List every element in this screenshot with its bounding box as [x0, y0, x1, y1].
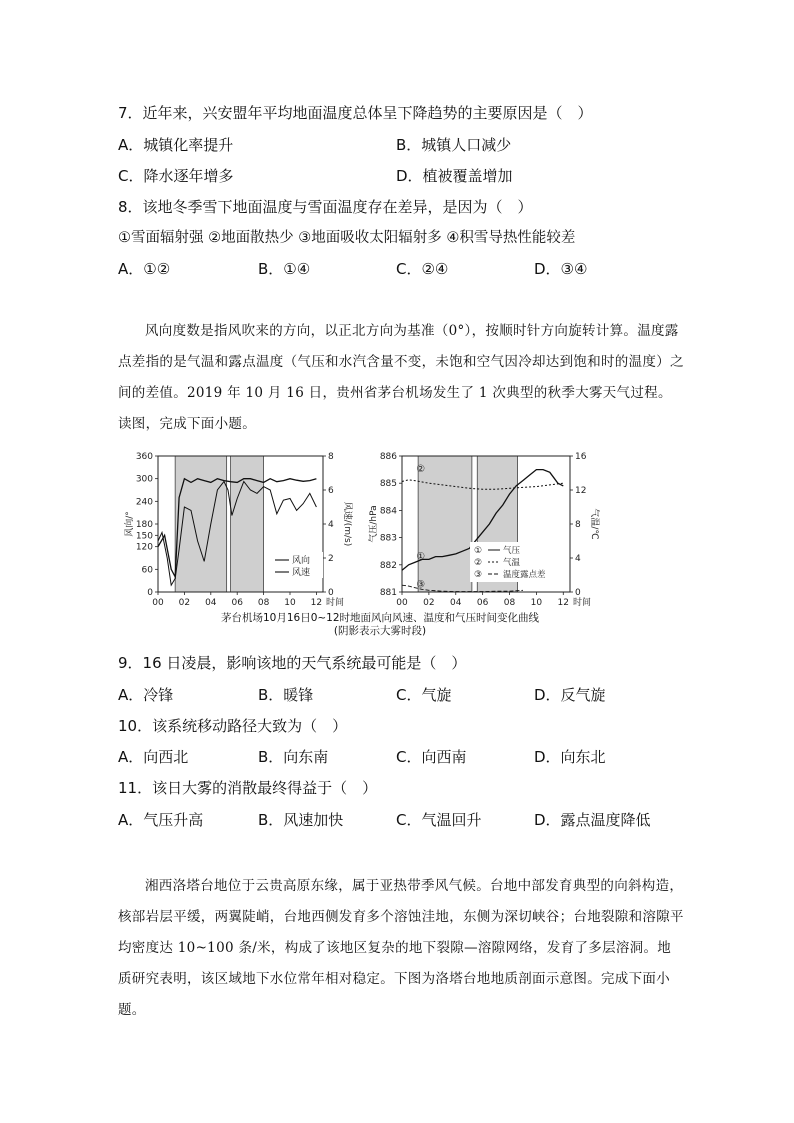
- left-fog-period-0: [175, 456, 226, 592]
- right-legend-marker: ①: [473, 546, 483, 556]
- q7-option-d: D．植被覆盖增加: [396, 167, 513, 185]
- right-x-tick-label: 08: [503, 598, 516, 608]
- q9-option-b: B．暖锋: [258, 686, 314, 704]
- right-left-tick-label: 886: [379, 452, 397, 462]
- q11-option-c: C．气温回升: [396, 811, 482, 829]
- q8-option-a: A．①②: [118, 260, 171, 278]
- right-curve-marker: ③: [416, 579, 426, 591]
- left-x-tick-label: 00: [152, 598, 164, 608]
- right-legend-label: 温度露点差: [503, 570, 546, 580]
- q11-stem: 11．该日大雾的消散最终得益于（ ）: [118, 779, 378, 797]
- passage-luota-plateau: 湘西洛塔台地位于云贵高原东缘，属于亚热带季风气候。台地中部发育典型的向斜构造，核部岩层平缓，两翼陡峭，台地西侧发育多个溶蚀洼地，东侧为深切峡谷；台地裂隙和溶隙平均密度达 10~100 条/米，构成了该地区复杂的地下裂隙—溶隙网络，发育了多层溶洞。地质研究表明，该区域地下水位常年相对稳定。下图为洛塔台地地质剖面示意图。完成下面小题。: [118, 878, 684, 1018]
- q11-option-d: D．露点温度降低: [534, 811, 651, 829]
- q10-option-a: A．向西北: [118, 748, 189, 766]
- q10-stem: 10．该系统移动路径大致为（ ）: [118, 717, 348, 735]
- right-left-tick-label: 881: [379, 588, 397, 598]
- right-legend-marker: ③: [473, 570, 483, 580]
- right-x-tick-label: 10: [530, 598, 543, 608]
- left-fog-period-1: [231, 456, 264, 592]
- right-right-tick-label: 4: [575, 554, 581, 564]
- left-right-axis-label: 风速/(m/s): [342, 501, 352, 547]
- right-right-tick-label: 12: [575, 486, 587, 496]
- right-curve-marker: ②: [416, 463, 426, 475]
- right-left-axis-label: 气压/hPa: [369, 505, 379, 543]
- right-x-axis-label: 时间: [572, 598, 592, 608]
- left-left-tick-label: 120: [135, 542, 153, 553]
- q11-option-b: B．风速加快: [258, 811, 344, 829]
- right-right-tick-label: 0: [575, 588, 581, 598]
- left-x-tick-label: 10: [284, 598, 296, 608]
- right-left-tick-label: 885: [379, 479, 397, 490]
- q7-stem: 7．近年来，兴安盟年平均地面温度总体呈下降趋势的主要原因是（ ）: [118, 104, 593, 122]
- left-left-axis-label: 风向/°: [125, 511, 135, 537]
- q8-option-c: C．②④: [396, 260, 449, 278]
- right-curve-marker: ①: [416, 551, 426, 563]
- q9-stem: 9．16 日凌晨，影响该地的天气系统最可能是（ ）: [118, 654, 467, 672]
- left-left-tick-label: 360: [135, 452, 153, 462]
- left-right-tick-label: 6: [328, 486, 334, 496]
- q9-option-d: D．反气旋: [534, 686, 606, 704]
- q8-stem: 8．该地冬季雪下地面温度与雪面温度存在差异，是因为（ ）: [118, 198, 533, 216]
- right-right-axis-label: 气温/℃: [589, 508, 599, 540]
- figure-caption: 茅台机场10月16日0~12时地面风向风速、温度和气压时间变化曲线: [220, 612, 540, 624]
- passage-wind-fog: 风向度数是指风吹来的方向，以正北方向为基准（0°），按顺时针方向旋转计算。温度露点差指的是气温和露点温度（气压和水汽含量不变，未饱和空气因冷却达到饱和时的温度）之间的差值。2019 年 10 月 16 日，贵州省茅台机场发生了 1 次典型的秋季大雾天气过程。读图，完成下面小题。: [118, 323, 684, 432]
- left-left-tick-label: 0: [147, 588, 153, 598]
- left-x-tick-label: 06: [231, 598, 243, 608]
- right-x-tick-label: 06: [476, 598, 489, 608]
- left-right-tick-label: 4: [328, 520, 334, 530]
- right-x-tick-label: 12: [557, 598, 570, 608]
- left-left-tick-label: 150: [135, 531, 153, 542]
- q7-option-c: C．降水逐年增多: [118, 167, 234, 185]
- left-x-tick-label: 04: [205, 598, 217, 608]
- right-right-tick-label: 8: [575, 520, 581, 530]
- right-fog-period-0: [418, 456, 472, 592]
- left-right-tick-label: 2: [328, 554, 334, 564]
- q7-option-a: A．城镇化率提升: [118, 136, 234, 154]
- q9-option-c: C．气旋: [396, 686, 452, 704]
- right-legend-label: 气温: [503, 558, 521, 568]
- left-x-tick-label: 02: [178, 598, 191, 608]
- q7-option-b: B．城镇人口减少: [396, 136, 512, 154]
- q8-items: ①雪面辐射强 ②地面散热少 ③地面吸收太阳辐射多 ④积雪导热性能较差: [118, 230, 576, 246]
- q11-option-a: A．气压升高: [118, 811, 204, 829]
- left-x-tick-label: 12: [310, 598, 323, 608]
- right-legend-marker: ②: [473, 558, 483, 568]
- left-x-axis-label: 时间: [325, 598, 345, 608]
- q8-option-b: B．①④: [258, 260, 311, 278]
- q8-option-d: D．③④: [534, 260, 588, 278]
- left-left-tick-label: 300: [135, 474, 153, 485]
- left-legend-label: 风速: [292, 568, 311, 578]
- figure-caption-note: (阴影表示大雾时段): [333, 625, 427, 637]
- left-x-tick-label: 08: [257, 598, 270, 608]
- left-right-tick-label: 0: [328, 588, 334, 598]
- left-right-tick-label: 8: [328, 452, 334, 462]
- right-left-tick-label: 882: [379, 560, 397, 571]
- q9-option-a: A．冷锋: [118, 686, 174, 704]
- q10-option-d: D．向东北: [534, 748, 606, 766]
- q10-option-c: C．向西南: [396, 748, 467, 766]
- right-x-tick-label: 04: [450, 598, 462, 608]
- left-left-tick-label: 240: [135, 497, 153, 508]
- right-left-tick-label: 884: [379, 506, 397, 517]
- left-left-tick-label: 180: [135, 520, 153, 530]
- right-x-tick-label: 02: [423, 598, 435, 608]
- right-legend-label: 气压: [503, 546, 521, 556]
- left-left-tick-label: 60: [141, 565, 153, 576]
- right-x-tick-label: 00: [396, 598, 408, 608]
- left-legend-label: 风向: [292, 556, 311, 566]
- right-left-tick-label: 883: [379, 533, 397, 544]
- right-right-tick-label: 16: [575, 452, 587, 462]
- q10-option-b: B．向东南: [258, 748, 329, 766]
